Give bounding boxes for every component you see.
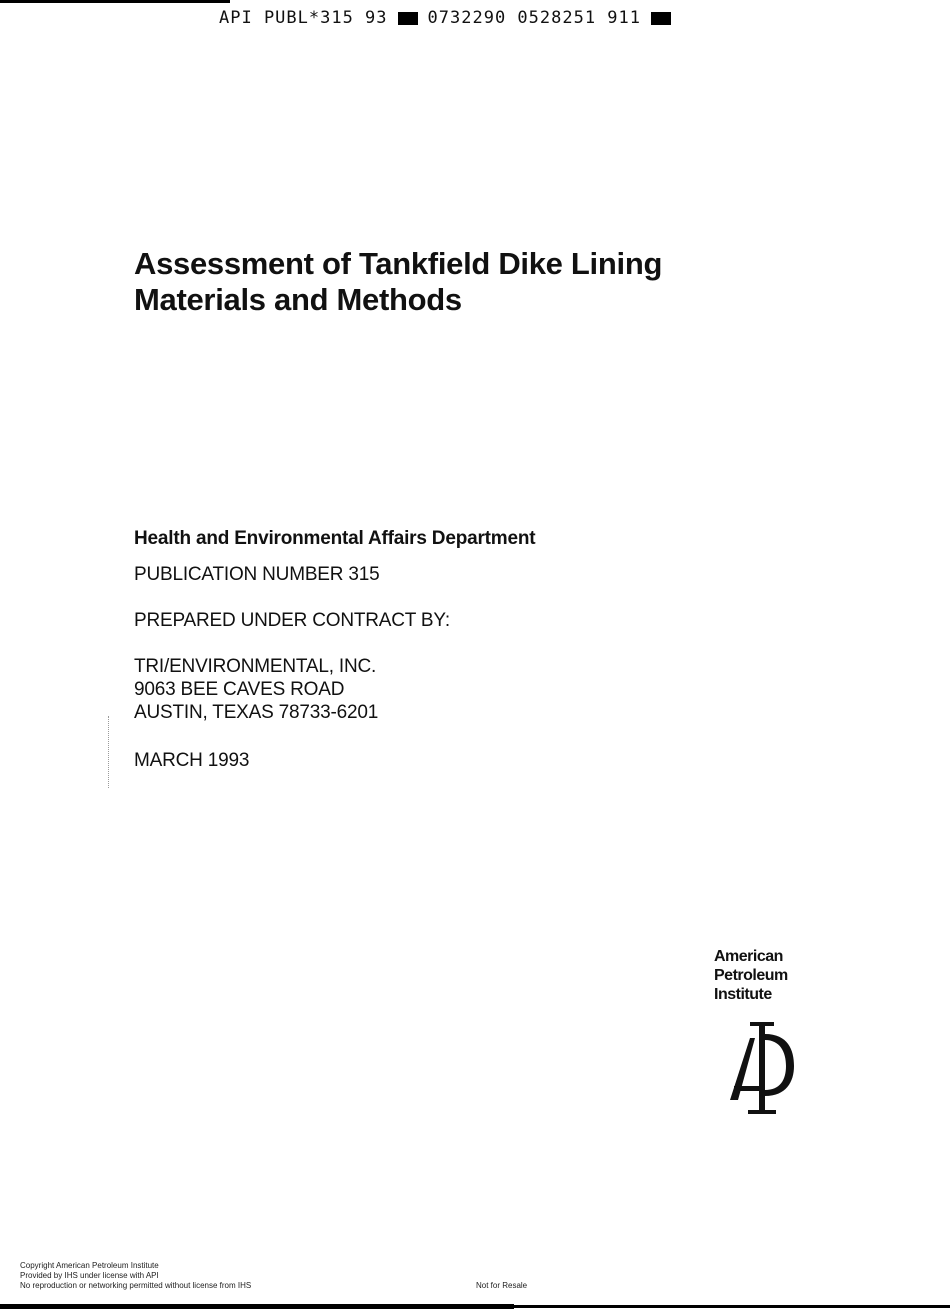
organization-name [714, 947, 788, 1004]
publication-number: PUBLICATION NUMBER 315 [134, 564, 380, 585]
license-line: Provided by IHS under license with API [20, 1271, 159, 1280]
document-code-part2: 0732290 0528251 911 [427, 8, 641, 28]
title-line-1: Assessment of Tankfield Dike Lining [134, 246, 663, 281]
api-monogram-logo-icon [726, 1020, 796, 1118]
contractor-name: TRI/ENVIRONMENTAL, INC. [134, 656, 377, 677]
contractor-street: 9063 BEE CAVES ROAD [134, 679, 345, 700]
publication-date: MARCH 1993 [134, 750, 250, 771]
org-name-line-3: Institute [714, 986, 772, 1003]
title-line-2: Materials and Methods [134, 282, 462, 317]
contractor-city: AUSTIN, TEXAS 78733-6201 [134, 702, 379, 723]
restriction-line: No reproduction or networking permitted without license from IHS [20, 1281, 252, 1290]
prepared-by-label: PREPARED UNDER CONTRACT BY: [134, 610, 450, 631]
copyright-footer [20, 1261, 251, 1291]
document-title [134, 246, 662, 318]
document-code-header [219, 8, 671, 28]
copyright-line: Copyright American Petroleum Institute [20, 1261, 159, 1270]
top-edge-rule [0, 0, 230, 3]
department-name: Health and Environmental Affairs Department [134, 528, 536, 549]
contractor-address [134, 655, 378, 724]
not-for-resale-label: Not for Resale [476, 1281, 528, 1290]
bottom-edge-rule-thick [0, 1304, 514, 1309]
code-block-mark-end [651, 12, 671, 25]
scan-artifact-dots [108, 716, 110, 788]
org-name-line-1: American [714, 948, 783, 965]
code-block-mark [398, 12, 418, 25]
org-name-line-2: Petroleum [714, 967, 788, 984]
document-code-part1: API PUBL*315 93 [219, 8, 388, 28]
